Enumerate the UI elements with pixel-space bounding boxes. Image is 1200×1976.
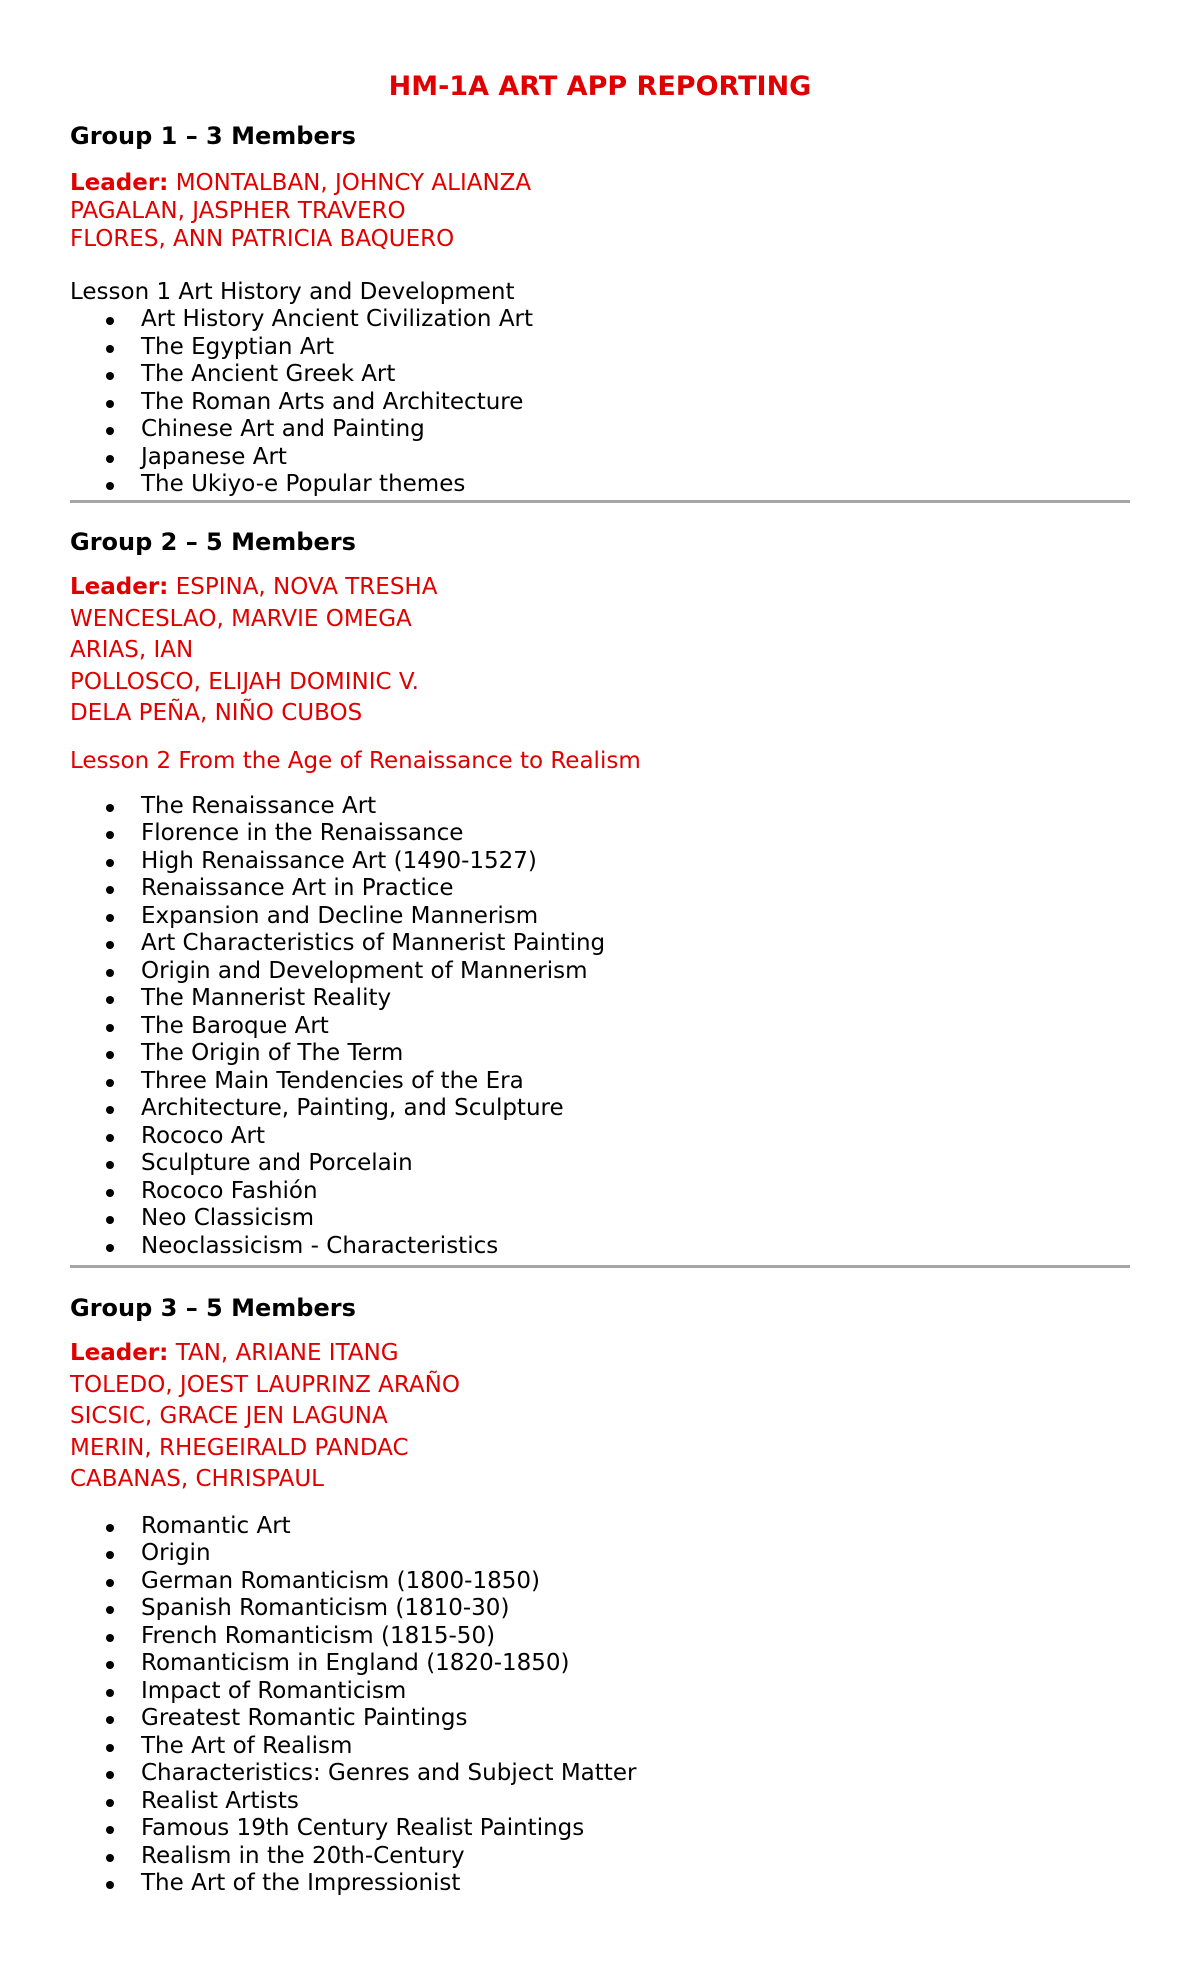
member-name: WENCESLAO, MARVIE OMEGA (70, 605, 412, 632)
group-1-section (70, 121, 1130, 499)
bullet-icon (106, 1579, 114, 1587)
topic-text: Sculpture and Porcelain (141, 1150, 413, 1176)
topic-text: Origin and Development of Mannerism (141, 957, 588, 984)
list-item (70, 848, 1130, 876)
leader-label: Leader: (70, 574, 169, 600)
bullet-icon (106, 1661, 114, 1669)
topic-text: High Renaissance Art (1490-1527) (141, 847, 537, 874)
list-item (70, 958, 1130, 986)
bullet-icon (106, 1826, 114, 1834)
list-item (70, 1095, 1130, 1123)
bullet-icon (106, 427, 114, 435)
bullet-icon (106, 317, 114, 325)
list-item (70, 1678, 1130, 1706)
bullet-icon (106, 1551, 114, 1559)
topic-text: Renaissance Art in Practice (141, 875, 454, 901)
topic-text: German Romanticism (1800-1850) (141, 1567, 540, 1594)
list-item (70, 1205, 1130, 1233)
topic-text: Neo Classicism (141, 1205, 315, 1231)
topic-text: The Mannerist Reality (141, 985, 392, 1011)
topic-text: Chinese Art and Painting (141, 416, 425, 442)
topic-text: Romantic Art (141, 1512, 291, 1539)
topic-text: Art Characteristics of Mannerist Painting (141, 930, 606, 956)
bullet-icon (106, 372, 114, 380)
topic-text: Origin (141, 1540, 211, 1566)
bullet-icon (106, 1689, 114, 1697)
bullet-icon (106, 1881, 114, 1889)
bullet-icon (106, 859, 114, 867)
topic-text: French Romanticism (1815-50) (141, 1622, 496, 1649)
lesson-title: Lesson 1 Art History and Development (70, 279, 515, 305)
bullet-icon (106, 1134, 114, 1142)
topic-text: The Roman Arts and Architecture (141, 388, 524, 415)
bullet-icon (106, 1606, 114, 1614)
bullet-icon (106, 1854, 114, 1862)
bullet-icon (106, 996, 114, 1004)
topic-list (70, 1513, 1130, 1898)
member-name: TOLEDO, JOEST LAUPRINZ ARAÑO (70, 1371, 460, 1398)
list-item (70, 1595, 1130, 1623)
list-item (70, 875, 1130, 903)
leader-line (70, 572, 1130, 604)
topic-text: Three Main Tendencies of the Era (141, 1067, 524, 1094)
bullet-icon (106, 482, 114, 490)
bullet-icon (106, 831, 114, 839)
topic-text: Neoclassicism - Characteristics (141, 1232, 499, 1259)
list-item (70, 1623, 1130, 1651)
bullet-icon (106, 914, 114, 922)
group-heading: Group 3 – 5 Members (70, 1294, 356, 1322)
list-item (70, 334, 1130, 362)
bullet-icon (106, 1771, 114, 1779)
leader-line (70, 169, 1130, 197)
bullet-icon (106, 941, 114, 949)
topic-text: The Art of the Impressionist (141, 1870, 461, 1896)
bullet-icon (106, 345, 114, 353)
bullet-icon (106, 1189, 114, 1197)
topic-text: The Egyptian Art (141, 333, 335, 360)
member-name: FLORES, ANN PATRICIA BAQUERO (70, 226, 455, 252)
member-name: DELA PEÑA, NIÑO CUBOS (70, 700, 363, 726)
bullet-icon (106, 886, 114, 894)
list-item (70, 1705, 1130, 1733)
list-item (70, 1568, 1130, 1596)
topic-text: The Ancient Greek Art (141, 361, 396, 387)
bullet-icon (106, 1244, 114, 1252)
topic-text: Expansion and Decline Mannerism (141, 902, 539, 929)
topic-list (70, 306, 1130, 499)
leader-label: Leader: (70, 170, 169, 196)
list-item (70, 1013, 1130, 1041)
member-name: ARIAS, IAN (70, 637, 194, 663)
list-item (70, 1843, 1130, 1871)
list-item (70, 985, 1130, 1013)
list-item (70, 1150, 1130, 1178)
topic-text: The Ukiyo-e Popular themes (141, 471, 466, 497)
topic-text: Realist Artists (141, 1787, 299, 1814)
member-name: PAGALAN, JASPHER TRAVERO (70, 198, 406, 224)
topic-text: Architecture, Painting, and Sculpture (141, 1095, 564, 1121)
list-item (70, 903, 1130, 931)
topic-list (70, 793, 1130, 1261)
list-item (70, 471, 1130, 499)
list-item (70, 1870, 1130, 1898)
list-item (70, 416, 1130, 444)
bullet-icon (106, 1161, 114, 1169)
bullet-icon (106, 1216, 114, 1224)
member-list (70, 169, 1130, 253)
list-item (70, 930, 1130, 958)
list-item (70, 306, 1130, 334)
topic-text: Art History Ancient Civilization Art (141, 306, 534, 332)
list-item (70, 1123, 1130, 1151)
bullet-icon (106, 1079, 114, 1087)
group-2-section (70, 527, 1130, 1260)
topic-text: The Renaissance Art (141, 792, 377, 819)
bullet-icon (106, 1634, 114, 1642)
leader-name: MONTALBAN, JOHNCY ALIANZA (175, 170, 532, 196)
topic-text: The Art of Realism (141, 1732, 353, 1759)
list-item (70, 361, 1130, 389)
bullet-icon (106, 1024, 114, 1032)
group-heading: Group 2 – 5 Members (70, 528, 356, 556)
bullet-icon (106, 455, 114, 463)
topic-text: The Origin of The Term (141, 1040, 404, 1066)
topic-text: Famous 19th Century Realist Paintings (141, 1815, 585, 1841)
lesson-title: Lesson 2 From the Age of Renaissance to Realism (70, 747, 641, 774)
member-name: POLLOSCO, ELIJAH DOMINIC V. (70, 668, 419, 695)
member-list (70, 572, 1130, 730)
section-divider (70, 1265, 1130, 1268)
topic-text: The Baroque Art (141, 1012, 329, 1039)
list-item (70, 793, 1130, 821)
list-item (70, 1233, 1130, 1261)
member-name: CABANAS, CHRISPAUL (70, 1466, 324, 1492)
topic-text: Florence in the Renaissance (141, 820, 464, 846)
list-item (70, 1540, 1130, 1568)
bullet-icon (106, 400, 114, 408)
topic-text: Characteristics: Genres and Subject Matter (141, 1760, 637, 1786)
topic-text: Romanticism in England (1820-1850) (141, 1650, 570, 1676)
document-title: HM-1A ART APP REPORTING (388, 71, 812, 102)
list-item (70, 1513, 1130, 1541)
leader-name: ESPINA, NOVA TRESHA (175, 574, 438, 600)
member-name: MERIN, RHEGEIRALD PANDAC (70, 1434, 409, 1461)
bullet-icon (106, 1106, 114, 1114)
list-item (70, 820, 1130, 848)
leader-name: TAN, ARIANE ITANG (175, 1340, 399, 1366)
group-3-section (70, 1293, 1130, 1898)
bullet-icon (106, 1799, 114, 1807)
member-name: SICSIC, GRACE JEN LAGUNA (70, 1403, 388, 1429)
bullet-icon (106, 1051, 114, 1059)
topic-text: Impact of Romanticism (141, 1677, 407, 1704)
member-list (70, 1338, 1130, 1496)
list-item (70, 1815, 1130, 1843)
list-item (70, 1040, 1130, 1068)
topic-text: Japanese Art (141, 443, 287, 470)
list-item (70, 1068, 1130, 1096)
list-item (70, 389, 1130, 417)
bullet-icon (106, 1524, 114, 1532)
bullet-icon (106, 969, 114, 977)
bullet-icon (106, 804, 114, 812)
section-divider (70, 500, 1130, 503)
bullet-icon (106, 1716, 114, 1724)
group-heading: Group 1 – 3 Members (70, 122, 356, 150)
list-item (70, 1178, 1130, 1206)
topic-text: Rococo Fashión (141, 1177, 318, 1204)
leader-line (70, 1338, 1130, 1370)
list-item (70, 1650, 1130, 1678)
list-item (70, 1760, 1130, 1788)
leader-label: Leader: (70, 1340, 169, 1366)
list-item (70, 1733, 1130, 1761)
bullet-icon (106, 1744, 114, 1752)
topic-text: Rococo Art (141, 1122, 265, 1149)
topic-text: Realism in the 20th-Century (141, 1842, 465, 1869)
topic-text: Spanish Romanticism (1810-30) (141, 1595, 510, 1621)
list-item (70, 444, 1130, 472)
topic-text: Greatest Romantic Paintings (141, 1705, 468, 1731)
list-item (70, 1788, 1130, 1816)
